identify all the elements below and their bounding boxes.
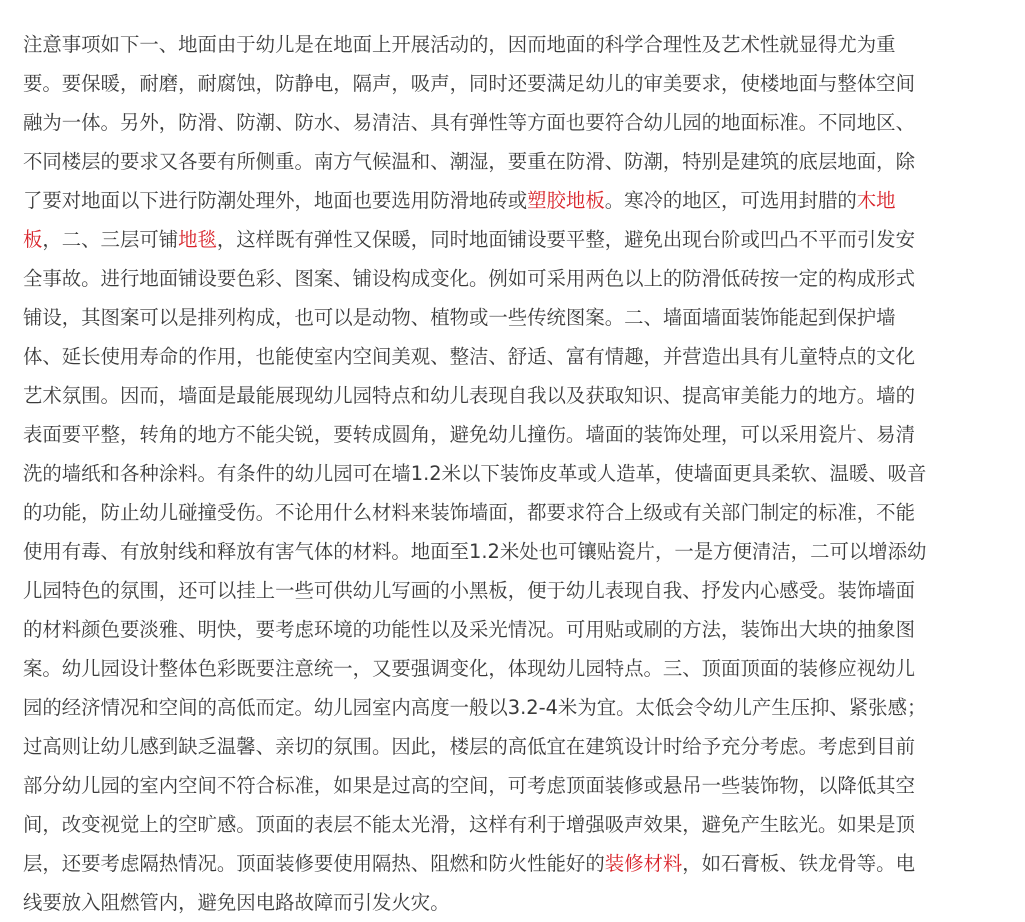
text-segment: 要。要保暖，耐磨，耐腐蚀，防静电，隔声，吸声，同时还要满足幼儿的审美要求，使楼地面与整体空间 — [23, 72, 915, 95]
keyword-link[interactable]: 木地 — [856, 189, 896, 212]
paragraph-line — [23, 610, 1001, 649]
keyword-link[interactable]: 板 — [23, 228, 43, 251]
paragraph-line — [23, 766, 1001, 805]
text-segment: 。寒冷的地区，可选用封腊的 — [604, 189, 857, 212]
paragraph-line — [23, 103, 1001, 142]
paragraph-line — [23, 181, 1001, 220]
text-segment: ，这样既有弹性又保暖，同时地面铺设要平整，避免出现台阶或凹凸不平而引发安 — [216, 228, 915, 251]
text-segment: 融为一体。另外，防滑、防潮、防水、易清洁、具有弹性等方面也要符合幼儿园的地面标准。不同地区、 — [23, 111, 915, 134]
paragraph-line — [23, 298, 1001, 337]
text-segment: 使用有毒、有放射线和释放有害气体的材料。地面至1.2米处也可镶贴瓷片，一是方便清洁，二可以增添幼 — [23, 540, 927, 563]
keyword-link[interactable]: 地毯 — [178, 228, 217, 251]
article-body — [23, 25, 1001, 922]
text-segment: ，二、三层可铺 — [42, 228, 179, 251]
text-segment: 线要放入阻燃管内，避免因电路故障而引发火灾。 — [23, 891, 450, 914]
paragraph-line — [23, 64, 1001, 103]
paragraph-line — [23, 259, 1001, 298]
text-segment: 注意事项如下一、地面由于幼儿是在地面上开展活动的，因而地面的科学合理性及艺术性就显得尤为重 — [23, 33, 896, 56]
text-segment: ，如石膏板、铁龙骨等。电 — [682, 852, 915, 875]
text-segment: 艺术氛围。因而，墙面是最能展现幼儿园特点和幼儿表现自我以及获取知识、提高审美能力的地方。墙的 — [23, 384, 915, 407]
paragraph-line — [23, 844, 1001, 883]
text-segment: 园的经济情况和空间的高低而定。幼儿园室内高度一般以3.2-4米为宜。太低会令幼儿产生压抑、紧张感； — [23, 696, 927, 719]
paragraph-line — [23, 376, 1001, 415]
paragraph-line — [23, 688, 1001, 727]
paragraph-line — [23, 727, 1001, 766]
text-segment: 儿园特色的氛围，还可以挂上一些可供幼儿写画的小黑板，便于幼儿表现自我、抒发内心感受。装饰墙面 — [23, 579, 915, 602]
text-segment: 部分幼儿园的室内空间不符合标准，如果是过高的空间，可考虑顶面装修或悬吊一些装饰物，以降低其空 — [23, 774, 915, 797]
paragraph-line — [23, 25, 1001, 64]
text-segment: 层，还要考虑隔热情况。顶面装修要使用隔热、阻燃和防火性能好的 — [23, 852, 605, 875]
text-segment: 不同楼层的要求又各要有所侧重。南方气候温和、潮湿，要重在防滑、防潮，特别是建筑的底层地面，除 — [23, 150, 915, 173]
paragraph-line — [23, 454, 1001, 493]
paragraph-line — [23, 883, 1001, 922]
paragraph-line — [23, 415, 1001, 454]
paragraph-line — [23, 220, 1001, 259]
paragraph-line — [23, 649, 1001, 688]
text-segment: 表面要平整，转角的地方不能尖锐，要转成圆角，避免幼儿撞伤。墙面的装饰处理，可以采用瓷片、易清 — [23, 423, 915, 446]
paragraph-line — [23, 337, 1001, 376]
text-segment: 间，改变视觉上的空旷感。顶面的表层不能太光滑，这样有利于增强吸声效果，避免产生眩光。如果是顶 — [23, 813, 915, 836]
paragraph-line — [23, 532, 1001, 571]
paragraph-line — [23, 493, 1001, 532]
text-segment: 的功能，防止幼儿碰撞受伤。不论用什么材料来装饰墙面，都要求符合上级或有关部门制定的标准，不能 — [23, 501, 915, 524]
keyword-link[interactable]: 塑胶地板 — [527, 189, 605, 212]
text-segment: 全事故。进行地面铺设要色彩、图案、铺设构成变化。例如可采用两色以上的防滑低砖按一定的构成形式 — [23, 267, 915, 290]
paragraph-line — [23, 805, 1001, 844]
text-segment: 案。幼儿园设计整体色彩既要注意统一，又要强调变化，体现幼儿园特点。三、顶面顶面的装修应视幼儿 — [23, 657, 915, 680]
text-segment: 了要对地面以下进行防潮处理外，地面也要选用防滑地砖或 — [23, 189, 528, 212]
text-segment: 铺设，其图案可以是排列构成，也可以是动物、植物或一些传统图案。二、墙面墙面装饰能起到保护墙 — [23, 306, 896, 329]
text-segment: 过高则让幼儿感到缺乏温馨、亲切的氛围。因此，楼层的高低宜在建筑设计时给予充分考虑。考虑到目前 — [23, 735, 915, 758]
text-segment: 洗的墙纸和各种涂料。有条件的幼儿园可在墙1.2米以下装饰皮革或人造革，使墙面更具柔软、温暖、吸音 — [23, 462, 927, 485]
keyword-link[interactable]: 装修材料 — [604, 852, 683, 875]
paragraph-line — [23, 142, 1001, 181]
text-segment: 的材料颜色要淡雅、明快，要考虑环境的功能性以及采光情况。可用贴或刷的方法，装饰出大块的抽象图 — [23, 618, 915, 641]
paragraph-line — [23, 571, 1001, 610]
text-segment: 体、延长使用寿命的作用，也能使室内空间美观、整洁、舒适、富有情趣，并营造出具有儿童特点的文化 — [23, 345, 915, 368]
